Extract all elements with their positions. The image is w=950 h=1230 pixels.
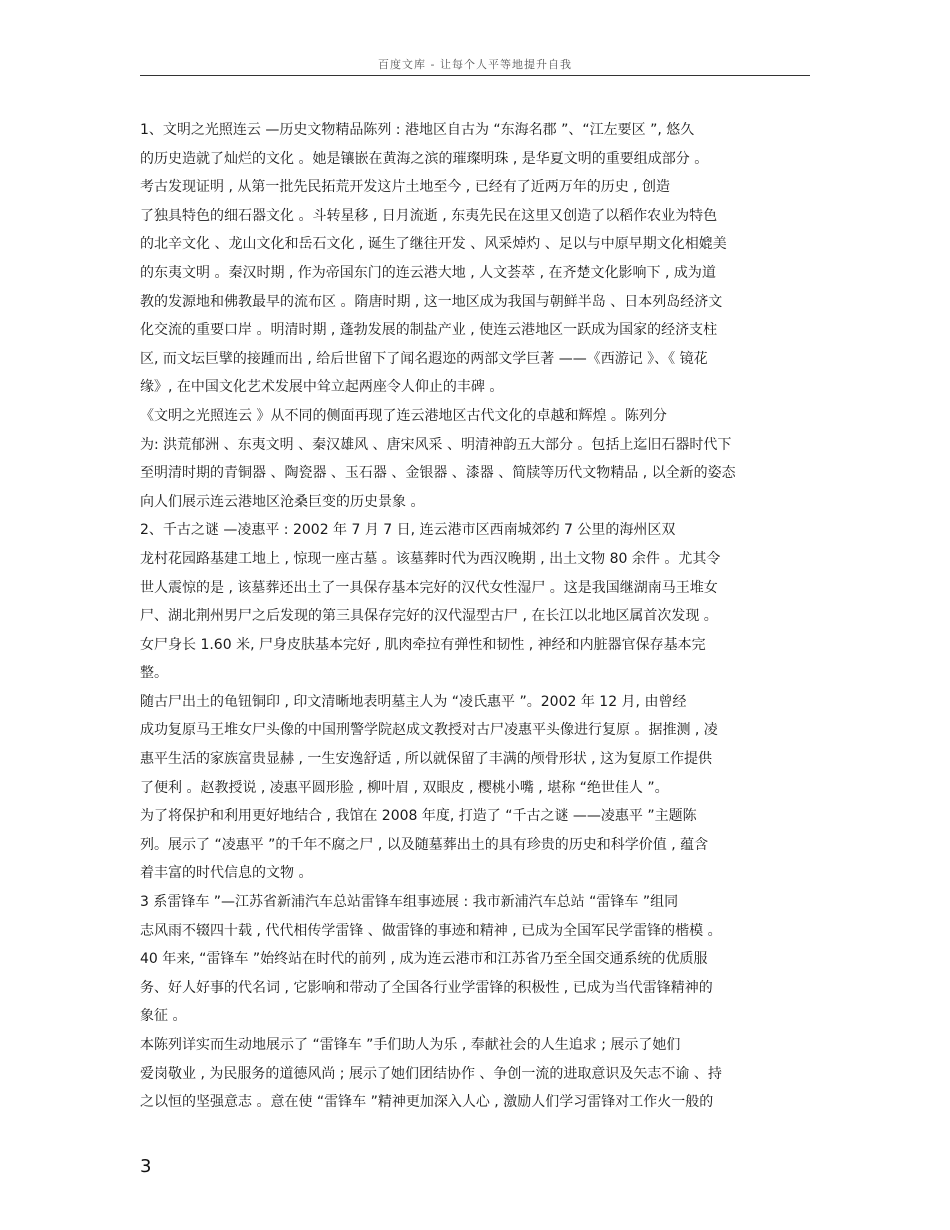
paragraph [140,802,810,888]
text-line: 1、文明之光照连云 —历史文物精品陈列 : 港地区自古为 “东海名郡 ”、“江左要区 ”, 悠久 [140,122,695,138]
text-line: 整。 [140,665,168,682]
text-line: 考古发现证明 , 从第一批先民拓荒开发这片土地至今 , 已经有了近两万年的历史 , 创造 [140,179,671,196]
text-line: 的历史造就了灿烂的文化 。她是镶嵌在黄海之滨的璀璨明珠 , 是华夏文明的重要组成部分 。 [140,150,709,167]
text-line: 惠平生活的家族富贵显赫 , 一生安逸舒适 , 所以就保留了丰满的颅骨形状 , 这为复原工作提供 [140,751,713,768]
text-line: 《文明之光照连云 》从不同的侧面再现了连云港地区古代文化的卓越和辉煌 。陈列分 [140,407,667,424]
text-line: 尸、湖北荆州男尸之后发现的第三具保存完好的汉代湿型古尸 , 在长江以北地区属首次发现 。 [140,608,718,625]
text-line: 区, 而文坛巨擘的接踵而出 , 给后世留下了闻名遐迩的两部文学巨著 ——《西游记 》、《 镜花 [140,350,708,367]
text-line: 向人们展示连云港地区沧桑巨变的历史景象 。 [140,493,425,510]
text-line: 缘》, 在中国文化艺术发展中耸立起两座令人仰止的丰碑 。 [140,379,504,396]
paragraph [140,402,810,516]
page-number: 3 [140,1156,152,1177]
text-line: 列。展示了 “凌惠平 ”的千年不腐之尸 , 以及随墓葬出土的具有珍贵的历史和科学价值 , 蕴含 [140,836,709,853]
text-line: 龙村花园路基建工地上 , 惊现一座古墓 。该墓葬时代为西汉晚期 , 出土文物 80 余件 。尤其令 [140,550,721,567]
text-line: 40 年来, “雷锋车 ”始终站在时代的前列 , 成为连云港市和江苏省乃至全国交通系统的优质服 [140,951,708,968]
page-header: 百度文库 - 让每个人平等地提升自我 [378,58,572,71]
paragraph [140,173,810,402]
paragraph [140,516,810,688]
text-line: 的北辛文化 、龙山文化和岳石文化 , 诞生了继往开发 、风采焯灼 、足以与中原早期文化相媲美 [140,236,727,253]
text-line: 了独具特色的细石器文化 。斗转星移 , 日月流逝 , 东夷先民在这里又创造了以稻作农业为特色 [140,207,718,224]
text-line: 志风雨不辍四十载 , 代代相传学雷锋 、做雷锋的事迹和精神 , 已成为全国军民学雷锋的楷模 。 [140,922,722,939]
paragraph [140,688,810,802]
text-line: 教的发源地和佛教最早的流布区 。隋唐时期 , 这一地区成为我国与朝鲜半岛 、日本列岛经济文 [140,293,723,310]
text-line: 随古尸出土的龟钮铜印 , 印文清晰地表明墓主人为 “凌氏惠平 ”。2002 年 12 月, 由曾经 [140,693,687,710]
text-line: 了便利 。赵教授说 , 凌惠平圆形脸 , 柳叶眉 , 双眼皮 , 樱桃小嘴 , 堪称 “绝世佳人 ”。 [140,779,669,796]
text-line: 爱岗敬业 , 为民服务的道德风尚 ; 展示了她们团结协作 、争创一流的进取意识及矢志不谕 、持 [140,1065,722,1082]
text-line: 至明清时期的青铜器 、陶瓷器 、玉石器 、金银器 、漆器 、简牍等历代文物精品 , 以全新的姿态 [140,465,736,482]
text-line: 2、千古之谜 —凌惠平 : 2002 年 7 月 7 日, 连云港市区西南城郊约 7 公里的海州区双 [140,522,676,539]
text-line: 象征 。 [140,1008,187,1025]
paragraph [140,1031,810,1117]
text-line: 为了将保护和利用更好地结合 , 我馆在 2008 年度, 打造了 “千古之谜 ——凌惠平 ”主题陈 [140,808,697,825]
text-line: 务、好人好事的代名词 , 它影响和带动了全国各行业学雷锋的积极性 , 已成为当代雷锋精神的 [140,979,713,996]
text-line: 的东夷文明 。秦汉时期 , 作为帝国东门的连云港大地 , 人文荟萃 , 在齐楚文化影响下 , 成为道 [140,264,716,281]
text-line: 之以恒的坚强意志 。意在使 “雷锋车 ”精神更加深入人心 , 激励人们学习雷锋对工作火一般的 [140,1094,714,1111]
text-line: 女尸身长 1.60 米, 尸身皮肤基本完好 , 肌肉牵拉有弹性和韧性 , 神经和内脏器官保存基本完 [140,636,706,653]
text-line: 成功复原马王堆女尸头像的中国刑警学院赵成文教授对古尸凌惠平头像进行复原 。据推测 , 凌 [140,722,718,739]
paragraph [140,888,810,1031]
text-line: 本陈列详实而生动地展示了 “雷锋车 ”手们助人为乐 , 奉献社会的人生追求 ; 展示了她们 [140,1037,681,1053]
text-line: 为: 洪荒郁洲 、东夷文明 、秦汉雄风 、唐宋风采 、明清神韵五大部分 。包括上迄旧石器时代下 [140,436,732,453]
document-body [140,116,810,1117]
text-line: 着丰富的时代信息的文物 。 [140,865,313,882]
text-line: 世人震惊的是 , 该墓葬还出土了一具保存基本完好的汉代女性湿尸 。这是我国继湖南马王堆女 [140,579,718,596]
text-line: 3 系雷锋车 ”—江苏省新浦汽车总站雷锋车组事迹展 : 我市新浦汽车总站 “雷锋车 ”组同 [140,894,679,911]
paragraph [140,116,810,173]
header-divider [140,75,810,76]
text-line: 化交流的重要口岸 。明清时期 , 蓬勃发展的制盐产业 , 使连云港地区一跃成为国家的经济支柱 [140,322,718,339]
